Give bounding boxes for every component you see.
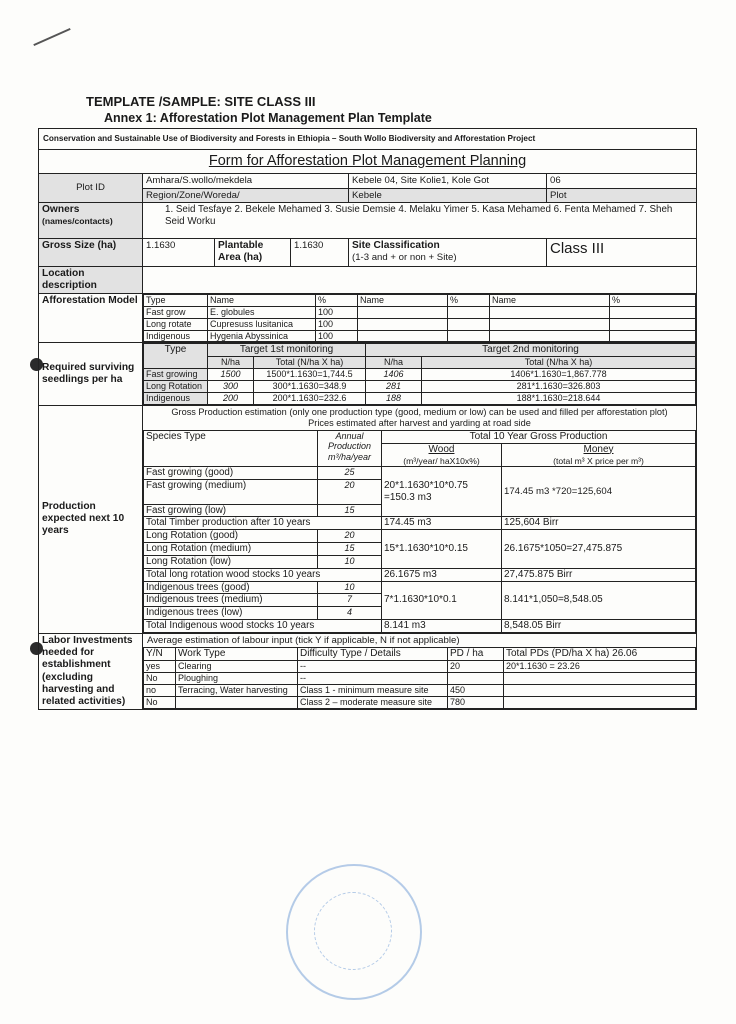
labor-pd: 20	[448, 661, 504, 673]
model-head-pct: %	[316, 295, 358, 307]
model-empty	[448, 330, 490, 342]
production-annual: 4	[318, 607, 382, 620]
labor-yn: no	[144, 685, 176, 697]
model-name: Hygenia Abyssinica	[208, 330, 316, 342]
plantable-area-value: 1.1630	[291, 239, 349, 266]
seedlings-table	[143, 343, 696, 404]
production-head-wood: Wood	[428, 443, 455, 455]
labor-difficulty: Class 1 - minimum measure site	[298, 685, 448, 697]
document-header	[86, 94, 432, 125]
model-empty	[448, 306, 490, 318]
labor-head-yn: Y/N	[144, 648, 176, 661]
production-species: Indigenous trees (good)	[144, 581, 318, 594]
seedlings-n1: 200	[208, 392, 254, 404]
model-empty	[610, 306, 696, 318]
owners-label: Owners	[42, 204, 80, 216]
site-classification-label: Site Classification	[352, 240, 440, 252]
production-annual: 15	[318, 504, 382, 517]
model-head-type: Type	[144, 295, 208, 307]
production-total-wood: 8.141 m3	[382, 619, 502, 632]
labor-total	[504, 696, 696, 708]
labor-head-difficulty: Difficulty Type / Details	[298, 648, 448, 661]
kebele-value: Kebele 04, Site Kolie1, Kole Got	[349, 174, 547, 189]
site-classification-cell	[349, 239, 547, 266]
production-annual: 10	[318, 555, 382, 568]
production-table	[143, 430, 696, 633]
seedlings-head-target1: Target 1st monitoring	[208, 344, 366, 357]
production-total-money: 27,475.875 Birr	[502, 568, 696, 581]
production-wood: 15*1.1630*10*0.15	[382, 530, 502, 568]
labor-yn: No	[144, 673, 176, 685]
plot-label: Plot	[547, 188, 697, 203]
location-label: Location description	[39, 266, 143, 293]
seedlings-head-total: Total (N/ha X ha)	[422, 357, 696, 369]
labor-head-total: Total PDs (PD/ha X ha) 26.06	[504, 648, 696, 661]
labor-pd	[448, 673, 504, 685]
labor-head-pd: PD / ha	[448, 648, 504, 661]
seedlings-t1: 1500*1.1630=1,744.5	[254, 369, 366, 381]
site-classification-sub: (1-3 and + or non + Site)	[352, 252, 457, 264]
seedlings-n2: 281	[366, 380, 422, 392]
production-head-money-sub: (total m³ X price per m³)	[553, 455, 644, 466]
project-title: Conservation and Sustainable Use of Biodiversity and Forests in Ethiopia – South Wollo Biodiversity and Afforestation Project	[39, 129, 697, 150]
labor-total: 20*1.1630 = 23.26	[504, 661, 696, 673]
production-annual: 25	[318, 466, 382, 479]
seedlings-n1: 300	[208, 380, 254, 392]
production-cell	[143, 405, 697, 633]
production-money: 26.1675*1050=27,475.875	[502, 530, 696, 568]
gross-size-label: Gross Size (ha)	[39, 239, 143, 266]
production-annual: 20	[318, 479, 382, 504]
labor-note: Average estimation of labour input (tick Y if applicable, N if not applicable)	[147, 634, 460, 646]
plot-id-label: Plot ID	[39, 174, 143, 203]
production-species: Long Rotation (good)	[144, 530, 318, 543]
labor-difficulty: --	[298, 673, 448, 685]
seedlings-t1: 300*1.1630=348.9	[254, 380, 366, 392]
seedlings-t2: 188*1.1630=218.644	[422, 392, 696, 404]
seedlings-label: Required surviving seedlings per ha	[39, 343, 143, 405]
annex-title: Annex 1: Afforestation Plot Management Plan Template	[104, 111, 432, 125]
labor-total	[504, 685, 696, 697]
official-stamp-icon	[286, 864, 422, 1000]
seedlings-type: Indigenous	[144, 392, 208, 404]
labor-table	[143, 647, 696, 708]
location-value	[143, 266, 697, 293]
region-label: Region/Zone/Woreda/	[143, 188, 349, 203]
plot-value: 06	[547, 174, 697, 189]
production-species: Long Rotation (low)	[144, 555, 318, 568]
gross-size-value: 1.1630	[143, 239, 215, 266]
labor-pd: 780	[448, 696, 504, 708]
labor-work	[176, 696, 298, 708]
model-empty	[490, 306, 610, 318]
production-head-money: Money	[583, 443, 614, 455]
seedlings-t2: 1406*1.1630=1,867.778	[422, 369, 696, 381]
production-total-label: Total long rotation wood stocks 10 years	[144, 568, 382, 581]
labor-pd: 450	[448, 685, 504, 697]
production-annual: 20	[318, 530, 382, 543]
form-title: Form for Afforestation Plot Management Planning	[39, 149, 697, 173]
afforestation-model-label: Afforestation Model	[39, 294, 143, 343]
labor-work: Terracing, Water harvesting	[176, 685, 298, 697]
production-head-species: Species Type	[144, 430, 318, 466]
production-total-label: Total Timber production after 10 years	[144, 517, 382, 530]
seedlings-head-type: Type	[144, 344, 208, 369]
model-name: E. globules	[208, 306, 316, 318]
model-pct: 100	[316, 318, 358, 330]
seedlings-head-nha: N/ha	[366, 357, 422, 369]
site-class-value: Class III	[547, 239, 697, 266]
model-name: Cupresuss lusitanica	[208, 318, 316, 330]
production-species: Long Rotation (medium)	[144, 543, 318, 556]
labor-label: Labor Investments needed for establishment (excluding harvesting and related activities)	[39, 633, 143, 709]
labor-work: Ploughing	[176, 673, 298, 685]
production-note: Gross Production estimation (only one production type (good, medium or low) can be used and filled per afforestation plot) Prices estimated after harvest and yarding at road side	[171, 406, 668, 428]
owners-value: 1. Seid Tesfaye 2. Bekele Mehamed 3. Susie Demsie 4. Melaku Yimer 5. Kasa Mehamed 6. Fenta Mehamed 7. Sheh Seid Worku	[143, 203, 697, 239]
production-annual: 7	[318, 594, 382, 607]
production-species: Indigenous trees (medium)	[144, 594, 318, 607]
model-empty	[358, 330, 448, 342]
production-total-money: 8,548.05 Birr	[502, 619, 696, 632]
model-empty	[490, 318, 610, 330]
model-table	[143, 294, 696, 342]
seedlings-type: Long Rotation	[144, 380, 208, 392]
model-cell	[143, 294, 697, 343]
model-type: Indigenous	[144, 330, 208, 342]
labor-yn: No	[144, 696, 176, 708]
production-head-total: Total 10 Year Gross Production	[382, 430, 696, 443]
labor-total	[504, 673, 696, 685]
model-pct: 100	[316, 330, 358, 342]
plan-form	[38, 128, 696, 710]
model-empty	[358, 306, 448, 318]
production-money: 174.45 m3 *720=125,604	[502, 466, 696, 517]
seedlings-n1: 1500	[208, 369, 254, 381]
template-title: TEMPLATE /SAMPLE: SITE CLASS III	[86, 94, 316, 109]
production-total-wood: 174.45 m3	[382, 517, 502, 530]
production-species: Fast growing (medium)	[144, 479, 318, 504]
seedlings-head-total: Total (N/ha X ha)	[254, 357, 366, 369]
kebele-label: Kebele	[349, 188, 547, 203]
production-total-money: 125,604 Birr	[502, 517, 696, 530]
production-wood: 7*1.1630*10*0.1	[382, 581, 502, 619]
production-species: Fast growing (good)	[144, 466, 318, 479]
labor-head-work: Work Type	[176, 648, 298, 661]
owners-sublabel: (names/contacts)	[42, 216, 113, 227]
seedlings-n2: 1406	[366, 369, 422, 381]
labor-work: Clearing	[176, 661, 298, 673]
production-head-money-cell	[502, 443, 696, 466]
model-empty	[610, 318, 696, 330]
labor-cell	[143, 633, 697, 709]
model-empty	[610, 330, 696, 342]
model-head-name: Name	[208, 295, 316, 307]
production-species: Indigenous trees (low)	[144, 607, 318, 620]
model-type: Fast grow	[144, 306, 208, 318]
seedlings-head-nha: N/ha	[208, 357, 254, 369]
seedlings-cell	[143, 343, 697, 405]
production-annual: 10	[318, 581, 382, 594]
model-empty	[448, 318, 490, 330]
seedlings-head-target2: Target 2nd monitoring	[366, 344, 696, 357]
production-head-wood-sub: (m³/year/ haX10x%)	[403, 455, 480, 466]
region-value: Amhara/S.wollo/mekdela	[143, 174, 349, 189]
production-total-label: Total Indigenous wood stocks 10 years	[144, 619, 382, 632]
production-species: Fast growing (low)	[144, 504, 318, 517]
labor-difficulty: Class 2 – moderate measure site	[298, 696, 448, 708]
labor-yn: yes	[144, 661, 176, 673]
model-head-name: Name	[490, 295, 610, 307]
production-total-wood: 26.1675 m3	[382, 568, 502, 581]
model-pct: 100	[316, 306, 358, 318]
seedlings-type: Fast growing	[144, 369, 208, 381]
plantable-area-label: Plantable Area (ha)	[215, 239, 291, 266]
production-annual: 15	[318, 543, 382, 556]
model-empty	[490, 330, 610, 342]
model-head-pct: %	[610, 295, 696, 307]
production-label: Production expected next 10 years	[39, 405, 143, 633]
production-head-annual: Annual Production m³/ha/year	[318, 430, 382, 466]
model-empty	[358, 318, 448, 330]
production-wood: 20*1.1630*10*0.75 =150.3 m3	[382, 466, 502, 517]
owners-label-cell	[39, 203, 143, 239]
staple-mark	[33, 28, 70, 46]
production-head-wood-cell	[382, 443, 502, 466]
production-money: 8.141*1,050=8,548.05	[502, 581, 696, 619]
model-type: Long rotate	[144, 318, 208, 330]
model-head-pct: %	[448, 295, 490, 307]
seedlings-n2: 188	[366, 392, 422, 404]
form-table	[38, 128, 697, 710]
model-head-name: Name	[358, 295, 448, 307]
seedlings-t1: 200*1.1630=232.6	[254, 392, 366, 404]
seedlings-t2: 281*1.1630=326.803	[422, 380, 696, 392]
labor-difficulty: --	[298, 661, 448, 673]
